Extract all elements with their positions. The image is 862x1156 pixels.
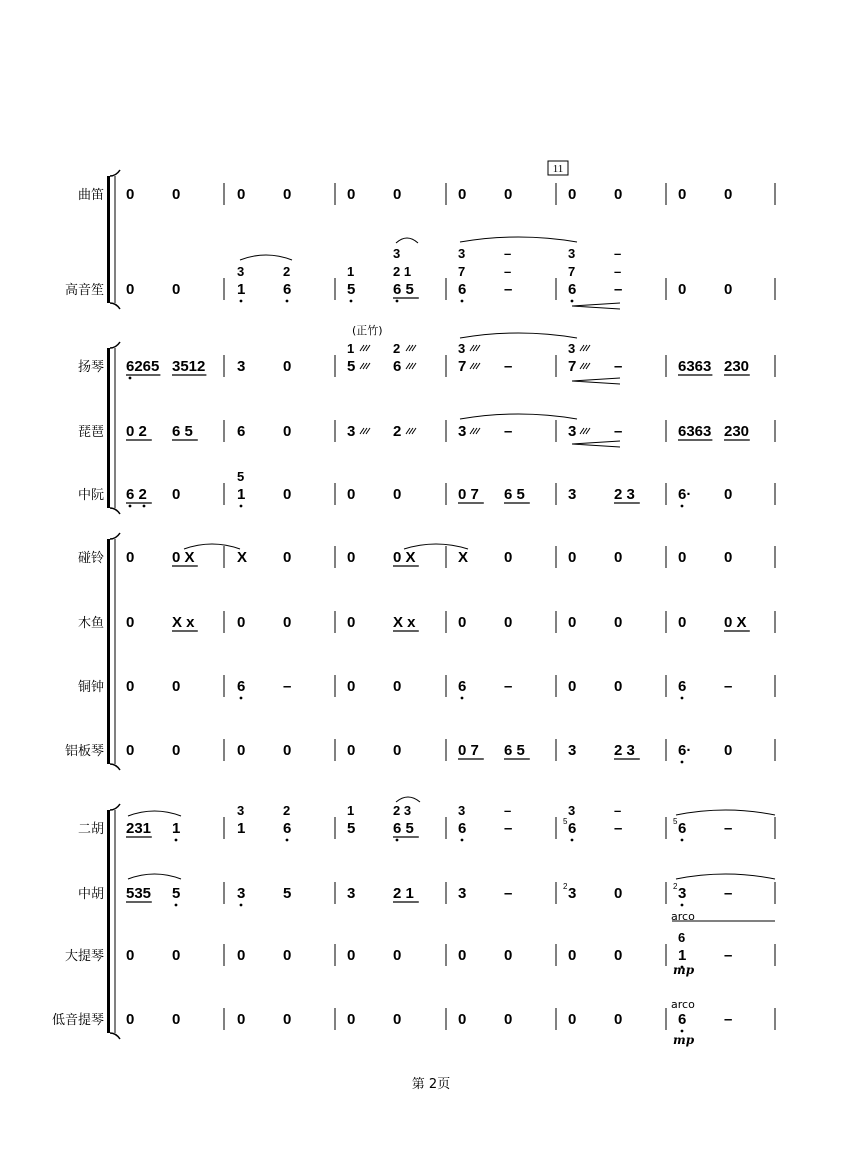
slur [676, 874, 775, 879]
note: 0 [347, 678, 356, 695]
instrument-name-7: 铜钟 [77, 680, 104, 695]
note: 6 2 [126, 486, 147, 503]
note: 535 [126, 885, 152, 902]
chord-note: – [614, 803, 622, 818]
note: 0 [724, 281, 733, 298]
chord-note: 3 [568, 803, 576, 818]
note: 0 [678, 549, 687, 566]
octave-dot [143, 505, 146, 508]
note: 3 [568, 885, 577, 902]
chord-note: 2 3 [393, 803, 412, 818]
chord-note: 7 [568, 264, 576, 279]
note: 0 [283, 486, 292, 503]
note: 0 [504, 549, 513, 566]
chord-note: 3 [237, 264, 245, 279]
bracket-bottom-hook [110, 764, 120, 770]
octave-dot [129, 505, 132, 508]
note: 0 [347, 614, 356, 631]
note: 0 [347, 947, 356, 964]
slur [396, 238, 418, 243]
octave-dot [286, 300, 289, 303]
slur [396, 797, 420, 802]
note: – [614, 423, 623, 440]
note: 3 [678, 885, 687, 902]
rehearsal-mark-label: 11 [552, 163, 564, 175]
instrument-name-12: 低音提琴 [51, 1013, 104, 1028]
note: 7 [458, 358, 467, 375]
chord-note: 1 [347, 803, 355, 818]
notes-layer [126, 186, 749, 1028]
note: X x [393, 614, 416, 631]
note: 0 [724, 742, 733, 759]
note: 6 [678, 678, 687, 695]
note: 0 [172, 486, 181, 503]
bracket-top-hook [110, 804, 120, 810]
note: 0 7 [458, 486, 479, 503]
note: 3 [568, 486, 577, 503]
note: 0 [678, 614, 687, 631]
octave-dot [129, 377, 132, 380]
instrument-names [52, 188, 104, 1028]
note: – [724, 885, 733, 902]
bracket-2 [107, 539, 110, 764]
note: 0 [347, 186, 356, 203]
arco-marking-cello: arco [671, 910, 695, 923]
note: 6265 [126, 358, 160, 375]
dynamic-mp-cello: mp [673, 963, 695, 977]
note: 0 [126, 1011, 135, 1028]
note: 6 [393, 358, 402, 375]
note: 2 3 [614, 486, 635, 503]
chord-note: 3 [458, 246, 466, 261]
note: 6 5 [393, 820, 414, 837]
note: – [614, 281, 623, 298]
chord-note: 2 [393, 341, 401, 356]
note: 6· [678, 742, 692, 759]
note: 0 [504, 947, 513, 964]
note: 3 [347, 885, 356, 902]
note: 3 [237, 885, 246, 902]
octave-dot [175, 904, 178, 907]
note: 0 [614, 186, 623, 203]
bracket-bottom-hook [110, 508, 120, 514]
note: 0 [504, 1011, 513, 1028]
note: 0 [724, 186, 733, 203]
note: 0 [724, 549, 733, 566]
note: 0 X [172, 549, 195, 566]
page-number: 第 2页 [411, 1077, 451, 1092]
octave-dot [286, 839, 289, 842]
note: 230 [724, 423, 750, 440]
note: 0 [347, 1011, 356, 1028]
note: 1 [172, 820, 181, 837]
note: 6 [458, 678, 467, 695]
octave-dot [240, 505, 243, 508]
note: – [504, 678, 513, 695]
barlines [224, 183, 775, 1030]
decrescendo [572, 303, 620, 309]
note: 0 [568, 614, 577, 631]
group-brackets [107, 170, 120, 1039]
chord-note: – [614, 264, 622, 279]
note: 0 [172, 742, 181, 759]
octave-dot [461, 839, 464, 842]
note: 0 [126, 281, 135, 298]
note: 0 [283, 549, 292, 566]
note: – [504, 358, 513, 375]
instrument-name-5: 碰铃 [77, 551, 104, 566]
note: – [283, 678, 292, 695]
note: 6 [568, 820, 577, 837]
octave-dot [681, 839, 684, 842]
note: 6 [283, 820, 292, 837]
note: 0 [126, 947, 135, 964]
bracket-bottom-hook [110, 1033, 120, 1039]
note: 0 [393, 1011, 402, 1028]
note: 0 [458, 186, 467, 203]
note: 230 [724, 358, 750, 375]
note: 0 X [724, 614, 747, 631]
slur [128, 874, 181, 879]
note: 0 [678, 186, 687, 203]
note: 0 [568, 1011, 577, 1028]
note: – [724, 820, 733, 837]
note: 7 [568, 358, 577, 375]
bracket-top-hook [110, 342, 120, 348]
note: 0 [614, 1011, 623, 1028]
note: 0 [172, 678, 181, 695]
note: 0 [347, 486, 356, 503]
chord-note: 6 [678, 930, 686, 945]
note: 0 [568, 678, 577, 695]
note: 0 [126, 742, 135, 759]
note: 6 [237, 423, 246, 440]
note: 0 [504, 614, 513, 631]
octave-dot [240, 904, 243, 907]
chord-note: 3 [393, 246, 401, 261]
note: 0 [458, 614, 467, 631]
slur [460, 414, 577, 419]
chord-note: 2 [283, 264, 291, 279]
chord-note: 1 [347, 341, 355, 356]
note: 0 [237, 947, 246, 964]
note: 5 [283, 885, 292, 902]
note: 0 X [393, 549, 416, 566]
rehearsal-mark [548, 161, 568, 175]
note: 0 [678, 281, 687, 298]
slur [128, 811, 181, 816]
note: X [458, 549, 469, 566]
bracket-0 [107, 176, 110, 303]
octave-dot [681, 761, 684, 764]
chord-note: 3 [568, 246, 576, 261]
note: 6 5 [393, 281, 414, 298]
note: 3 [568, 423, 577, 440]
instrument-name-6: 木鱼 [77, 616, 104, 631]
note: 2 3 [614, 742, 635, 759]
bracket-3 [107, 810, 110, 1033]
note: 5 [347, 358, 356, 375]
note: 0 [614, 947, 623, 964]
note: 6 5 [504, 486, 525, 503]
instrument-name-3: 琵琶 [77, 425, 104, 440]
instrument-name-4: 中阮 [77, 488, 104, 503]
note: 0 [172, 186, 181, 203]
note: 2 1 [393, 885, 414, 902]
octave-dot [175, 839, 178, 842]
note: 6 [678, 820, 687, 837]
bracket-top-hook [110, 533, 120, 539]
bracket-1 [107, 348, 110, 508]
note: 0 [614, 549, 623, 566]
note: 0 [614, 885, 623, 902]
note: 0 [393, 742, 402, 759]
note: 6 [458, 281, 467, 298]
note: 0 [237, 1011, 246, 1028]
note: 231 [126, 820, 152, 837]
note: 3 [568, 742, 577, 759]
note: 0 [126, 549, 135, 566]
note: X [237, 549, 248, 566]
note: 3 [237, 358, 246, 375]
note: 3512 [172, 358, 206, 375]
note: 0 [614, 678, 623, 695]
note: 6 [458, 820, 467, 837]
grace-note: 5 [673, 817, 678, 826]
octave-dot [240, 697, 243, 700]
note: – [724, 678, 733, 695]
octave-dot [461, 300, 464, 303]
grace-note: 5 [563, 817, 568, 826]
chord-note: 2 1 [393, 264, 412, 279]
instrument-name-9: 二胡 [77, 822, 104, 837]
slur [240, 255, 292, 260]
arco-marking-bass: arco [671, 998, 695, 1011]
note: – [504, 281, 513, 298]
octave-dot [461, 697, 464, 700]
note: 0 [283, 358, 292, 375]
note: 0 [237, 742, 246, 759]
note: 0 [283, 742, 292, 759]
note: 0 [568, 186, 577, 203]
octave-dot [681, 1030, 684, 1033]
note: 3 [458, 423, 467, 440]
note: 6 [283, 281, 292, 298]
slur [676, 810, 775, 815]
note: 0 [347, 742, 356, 759]
note: 6 5 [172, 423, 193, 440]
octave-dot [240, 300, 243, 303]
chord-note: 2 [283, 803, 291, 818]
note: 0 [237, 614, 246, 631]
note: 0 [237, 186, 246, 203]
instrument-name-0: 曲笛 [77, 188, 104, 203]
slur [460, 333, 577, 338]
note: 6363 [678, 358, 712, 375]
note: – [504, 885, 513, 902]
note: 0 [614, 614, 623, 631]
octave-dot [571, 839, 574, 842]
chord-note: 3 [237, 803, 245, 818]
slur [460, 237, 577, 242]
note: 0 [393, 486, 402, 503]
instrument-name-2: 扬琴 [77, 360, 104, 375]
octave-dot [350, 300, 353, 303]
chord-note: 3 [458, 803, 466, 818]
dynamic-mp-bass: mp [673, 1033, 695, 1047]
note: 5 [172, 885, 181, 902]
note: 0 [283, 1011, 292, 1028]
note: 0 [347, 549, 356, 566]
note: 3 [347, 423, 356, 440]
note: 0 [458, 1011, 467, 1028]
note: 0 [568, 947, 577, 964]
note: 6363 [678, 423, 712, 440]
note: 0 [283, 423, 292, 440]
instrument-name-10: 中胡 [77, 887, 104, 902]
note: 0 [172, 281, 181, 298]
note: – [504, 820, 513, 837]
grace-note: 2 [563, 882, 568, 891]
note: 1 [237, 820, 246, 837]
note: 0 [126, 186, 135, 203]
instrument-name-11: 大提琴 [64, 949, 104, 964]
note: 5 [347, 820, 356, 837]
note: 6 [568, 281, 577, 298]
note: 6 5 [504, 742, 525, 759]
chord-note: – [614, 246, 622, 261]
note: 0 [126, 614, 135, 631]
note: 1 [237, 486, 246, 503]
note: 0 7 [458, 742, 479, 759]
decrescendo [572, 378, 620, 384]
note: 0 [393, 947, 402, 964]
note: – [614, 358, 623, 375]
note: 0 [393, 678, 402, 695]
note: 6 [678, 1011, 687, 1028]
octave-dot [396, 300, 399, 303]
note: 0 [393, 186, 402, 203]
chord-note: 3 [458, 341, 466, 356]
zhengzhu-annotation: (正竹) [352, 324, 383, 337]
chord-note: – [504, 264, 512, 279]
octave-dot [396, 839, 399, 842]
instrument-name-1: 高音笙 [64, 283, 104, 298]
note: 0 2 [126, 423, 147, 440]
note: 0 [126, 678, 135, 695]
bracket-top-hook [110, 170, 120, 176]
note: 2 [393, 423, 402, 440]
note: 5 [347, 281, 356, 298]
octave-dot [681, 904, 684, 907]
chord-note: 3 [568, 341, 576, 356]
instrument-name-8: 铝板琴 [64, 744, 104, 759]
note: X x [172, 614, 195, 631]
decrescendo [572, 441, 620, 447]
note: 1 [237, 281, 246, 298]
octave-dot [681, 697, 684, 700]
note: – [724, 947, 733, 964]
note: 0 [172, 947, 181, 964]
chord-note: – [504, 246, 512, 261]
grace-note: 2 [673, 882, 678, 891]
note: 6· [678, 486, 692, 503]
note: – [614, 820, 623, 837]
note: – [724, 1011, 733, 1028]
chord-note: 5 [237, 469, 245, 484]
chord-note: 1 [347, 264, 355, 279]
note: 3 [458, 885, 467, 902]
note: 1 [678, 947, 687, 964]
chord-note: – [504, 803, 512, 818]
note: 0 [283, 186, 292, 203]
note: 0 [568, 549, 577, 566]
note: 0 [172, 1011, 181, 1028]
note: 6 [237, 678, 246, 695]
note: 0 [283, 614, 292, 631]
note: – [504, 423, 513, 440]
note: 0 [458, 947, 467, 964]
octave-dot [681, 505, 684, 508]
octave-dot [571, 300, 574, 303]
bracket-bottom-hook [110, 303, 120, 309]
note: 0 [504, 186, 513, 203]
chord-note: 7 [458, 264, 466, 279]
note: 0 [283, 947, 292, 964]
note: 0 [724, 486, 733, 503]
